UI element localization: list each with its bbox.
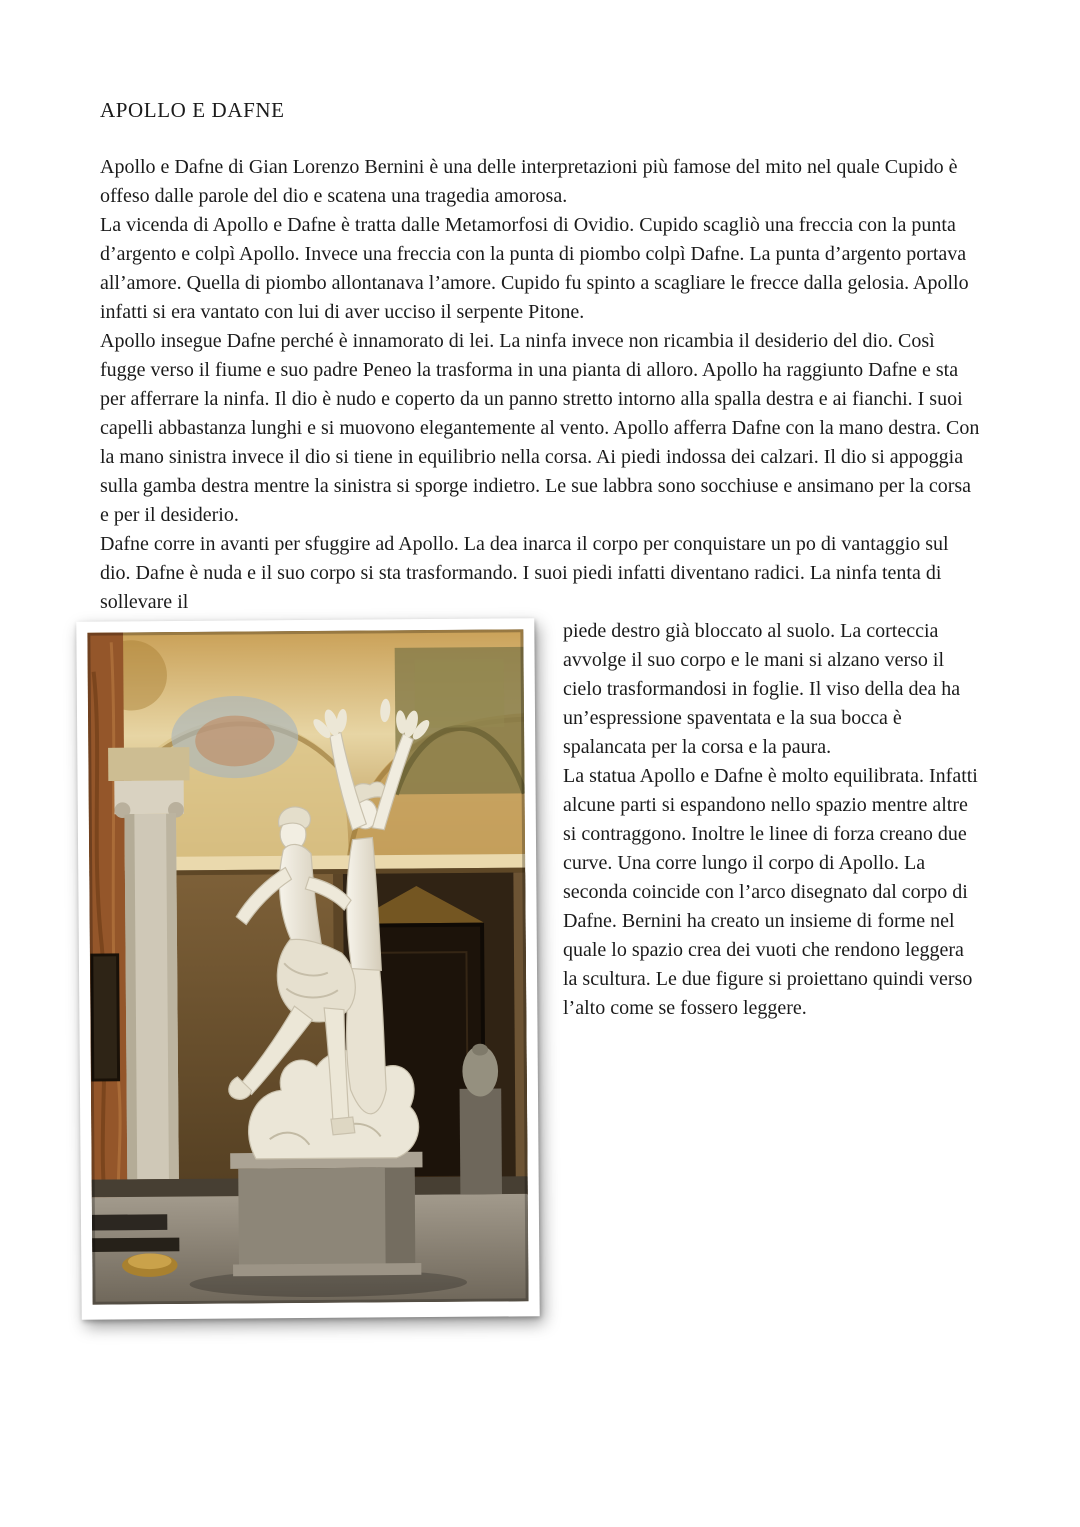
paragraph-description-daphne-1: Dafne corre in avanti per sfuggire ad Apollo. La dea inarca il corpo per conquistare un po di vantaggio sul dio. Dafne è nuda e il suo corpo si sta trasformando. I suoi piedi infatti diventano radici. La ninfa tenta di sollevare il bbox=[100, 533, 949, 613]
paragraph-description-daphne-2: piede destro già bloccato al suolo. La corteccia avvolge il suo corpo e le mani si alzano verso il cielo trasformandosi in foglie. Il viso della dea ha un’espressione spaventata e la sua bocca è spalancata per la corsa e la paura. bbox=[563, 620, 961, 758]
statue-photo-illustration bbox=[87, 629, 528, 1304]
document-body bbox=[100, 153, 980, 1326]
statue-photo bbox=[76, 618, 539, 1320]
paragraph-intro: Apollo e Dafne di Gian Lorenzo Bernini è una delle interpretazioni più famose del mito nel quale Cupido è offeso dalle parole del dio e scatena una tragedia amorosa. bbox=[100, 156, 958, 207]
paragraph-myth: La vicenda di Apollo e Dafne è tratta dalle Metamorfosi di Ovidio. Cupido scagliò una freccia con la punta d’argento e colpì Apollo. Invece una freccia con la punta di piombo colpì Dafne. La punta d’argento portava all’amore. Quella di piombo allontanava l’amore. Cupido fu spinto a scagliare le frecce dalla gelosia. Apollo infatti si era vantato con lui di aver ucciso il serpente Pitone. bbox=[100, 214, 969, 323]
wall-painting bbox=[92, 955, 119, 1080]
urn bbox=[459, 1044, 502, 1195]
paragraph-analysis: La statua Apollo e Dafne è molto equilibrata. Infatti alcune parti si espandono nello spazio mentre altre si contraggono. Inoltre le linee di forza creano due curve. Una corre lungo il corpo di Apollo. La seconda coincide con l’arco disegnato dal corpo di Dafne. Bernini ha creato un insieme di forme nel quale lo spazio crea dei vuoti che rendono leggera la scultura. Le due figure si proiettano quindi verso l’alto come se fossero leggere. bbox=[563, 765, 978, 1019]
page-title: APOLLO E DAFNE bbox=[100, 98, 285, 122]
paragraph-description-apollo: Apollo insegue Dafne perché è innamorato di lei. La ninfa invece non ricambia il desiderio del dio. Così fugge verso il fiume e suo padre Peneo la trasforma in una pianta di alloro. Apollo ha raggiunto Dafne e sta per afferrare la ninfa. Il dio è nudo e coperto da un panno stretto intorno alla spalla destra e ai fianchi. I suoi capelli abbastanza lunghi e si muovono elegantemente al vento. Apollo afferra Dafne con la mano destra. Con la mano sinistra invece il dio si tiene in equilibrio nella corsa. Ai piedi indossa dei calzari. Il dio si appoggia sulla gamba destra mentre la sinistra si sporge indietro. Le sue labbra sono socchiuse e ansimano per la corsa e per il desiderio. bbox=[100, 330, 980, 526]
